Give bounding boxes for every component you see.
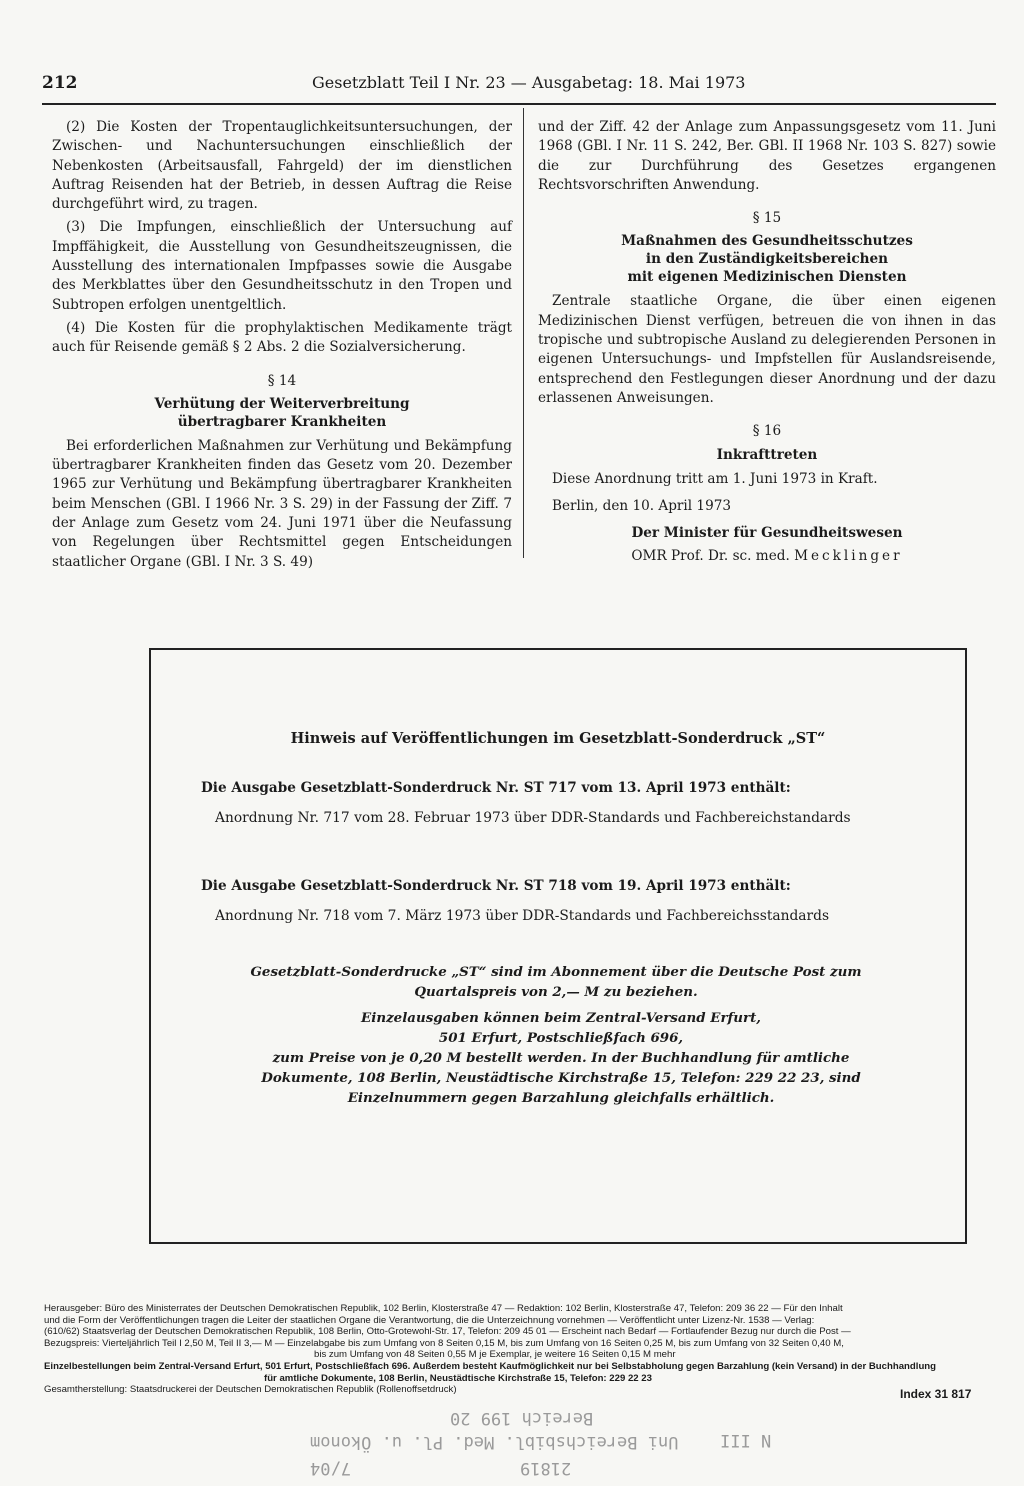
notice-single-line2: 501 Erfurt, Postschließfach 696, (438, 1030, 684, 1046)
notice-single-line1: Einzelausgaben können beim Zentral-Versand Erfurt, (361, 1010, 761, 1026)
page-header-title: Gesetzblatt Teil I Nr. 23 — Ausgabetag: 18. Mai 1973 (312, 73, 746, 92)
imprint-line3: (610/62) Staatsverlag der Deutschen Demokratischen Republik, 108 Berlin, Otto-Grotewohl-Str. 17, Telefon: 209 45 01 — Erscheint nach Bedarf — Fortlaufender Bezug nur durch die Post — (44, 1326, 851, 1338)
paragraph-2: (2) Die Kosten der Tropentauglichkeitsuntersuchungen, der Zwischen- und Nachuntersuchungen einschließlich der Nebenkosten (Arbeitsausfall, Fahrgeld) der im dienstlichen Auftrag Reisenden hat der Betrieb, in dessen Auftrag die Reise durchgeführt wird, zu tragen. (52, 119, 512, 213)
place-date: Berlin, den 10. April 1973 (552, 497, 732, 514)
stamp-line4: 21819 (520, 1458, 572, 1478)
signer-prefix: OMR Prof. Dr. sc. med. (631, 548, 790, 565)
notice-issue-718-heading: Die Ausgabe Gesetzblatt-Sonderdruck Nr. ST 718 vom 19. April 1973 enthält: (201, 878, 791, 894)
stamp-line3: N III (720, 1430, 772, 1450)
imprint-line2: und die Form der Veröffentlichungen tragen die Leiter der staatlichen Organe die Verantwortung, die die Unterzeichnung vornehmen — Veröffentlicht unter Lizenz-Nr. 1538 — Verlag: (44, 1314, 815, 1326)
minister-title: Der Minister für Gesundheitswesen (631, 525, 903, 542)
column-divider (523, 108, 524, 558)
section-15-text: Zentrale staatliche Organe, die über einen eigenen Medizinischen Dienst verfügen, betreuen die von ihnen in das tropische und subtropische Ausland zu delegierenden Personen in eigenen Untersuchungs- und Impfstellen für Auslandsreisende, entsprechend den Festlegungen dieser Anordnung und der dazu erlassenen Anweisungen. (538, 293, 996, 406)
section-15-title-line1: Maßnahmen des Gesundheitsschutzes (621, 233, 913, 250)
imprint (44, 1303, 994, 1396)
notice-issue-718-content: Anordnung Nr. 718 vom 7. März 1973 über DDR-Standards und Fachbereichsstandards (215, 908, 830, 924)
notice-title: Hinweis auf Veröffentlichungen im Gesetzblatt-Sonderdruck „ST“ (290, 730, 826, 747)
stamp-line5: 7/04 (310, 1458, 351, 1478)
notice-issue-717-heading: Die Ausgabe Gesetzblatt-Sonderdruck Nr. ST 717 vom 13. April 1973 enthält: (201, 780, 791, 796)
section-16-text: Diese Anordnung tritt am 1. Juni 1973 in Kraft. (552, 470, 878, 487)
notice-subscription: Gesetzblatt-Sonderdrucke „ST“ sind im Abonnement über die Deutsche Post zum Quartalspreis von 2,— M zu beziehen. (250, 964, 862, 1000)
section-16-title: Inkrafttreten (716, 446, 818, 463)
page-header (42, 73, 996, 105)
stamp-line1: Bereich 199 20 (450, 1408, 594, 1428)
imprint-line1: Herausgeber: Büro des Ministerrates der Deutschen Demokratischen Republik, 102 Berlin, Klosterstraße 47 — Redaktion: 102 Berlin, Klosterstraße 47, Telefon: 209 36 22 — Für den Inhalt (44, 1303, 843, 1314)
imprint-line6: Einzelbestellungen beim Zentral-Versand Erfurt, 501 Erfurt, Postschließfach 696. Außerdem besteht Kaufmöglichkeit nur bei Selbstabholung gegen Barzahlung (kein Versand) in der Buchhandlung (44, 1360, 937, 1372)
section-15-title-line2: in den Zuständigkeitsbereichen (645, 251, 889, 268)
notice-single-line3: zum Preise von je 0,20 M bestellt werden. In der Buchhandlung für amtliche (272, 1050, 850, 1066)
section-14-continuation: und der Ziff. 42 der Anlage zum Anpassungsgesetz vom 11. Juni 1968 (GBl. I Nr. 11 S. 242, Ber. GBl. II 1968 Nr. 103 S. 827) sowie die zur Durchführung des Gesetzes ergangenen Rechtsvorschriften Anwendung. (538, 119, 996, 193)
library-stamp (300, 1408, 770, 1483)
section-15-title-line3: mit eigenen Medizinischen Diensten (627, 269, 907, 286)
section-14-number: § 14 (267, 372, 297, 389)
section-14-title-line1: Verhütung der Weiterverbreitung (154, 395, 410, 412)
section-14-title (52, 395, 512, 431)
imprint-line4: Bezugspreis: Vierteljährlich Teil I 2,50 M, Teil II 3,— M — Einzelabgabe bis zum Umfang von 8 Seiten 0,15 M, bis zum Umfang von 16 Seiten 0,25 M, bis zum Umfang von 32 Seiten 0,40 M, (44, 1337, 844, 1349)
paragraph-4: (4) Die Kosten für die prophylaktischen Medikamente trägt auch für Reisende gemäß § 2 Abs. 2 die Sozialversicherung. (52, 319, 512, 356)
section-15-number: § 15 (752, 210, 782, 227)
notice-single-line5: Einzelnummern gegen Barzahlung gleichfalls erhältlich. (347, 1090, 775, 1106)
signature-block (538, 547, 996, 566)
section-16-number: § 16 (752, 423, 782, 440)
section-15-title (538, 232, 996, 286)
paragraph-3: (3) Die Impfungen, einschließlich der Untersuchung auf Impffähigkeit, die Ausstellung von Gesundheitszeugnissen, die Ausstellung des internationalen Impfpasses sowie die Ausgabe des Merkblattes über den Gesundheitsschutz in den Tropen und Subtropen erfolgen unentgeltlich. (52, 219, 512, 313)
notice-single-line4: Dokumente, 108 Berlin, Neustädtische Kirchstraße 15, Telefon: 229 22 23, sind (261, 1070, 861, 1086)
imprint-line7: für amtliche Dokumente, 108 Berlin, Neustädtische Kirchstraße 15, Telefon: 229 22 23 (264, 1372, 652, 1384)
imprint-line8: Gesamtherstellung: Staatsdruckerei der Deutschen Demokratischen Republik (Rollenoffsetdruck) (44, 1384, 457, 1396)
section-14-title-line2: übertragbarer Krankheiten (177, 413, 387, 430)
section-14-text: Bei erforderlichen Maßnahmen zur Verhütung und Bekämpfung übertragbarer Krankheiten finden das Gesetz vom 20. Dezember 1965 zur Verhütung und Bekämpfung übertragbarer Krankheiten beim Menschen (GBl. I 1966 Nr. 3 S. 29) in der Fassung der Ziff. 7 der Anlage zum Gesetz vom 24. Juni 1971 über die Neufassung von Regelungen über Rechtsmittel gegen Entscheidungen staatlicher Organe (GBl. I Nr. 3 S. 49) (52, 437, 512, 570)
right-column (538, 118, 996, 567)
index-number: Index 31 817 (900, 1387, 972, 1401)
signer-name: Mecklinger (794, 548, 903, 565)
page-number: 212 (42, 73, 78, 93)
imprint-line5: bis zum Umfang von 48 Seiten 0,55 M je Exemplar, je weitere 16 Seiten 0,15 M mehr (314, 1349, 676, 1361)
stamp-line2: Uni Bereichsbibl. Med. Pl. u. Ökonom (310, 1432, 679, 1452)
left-column (52, 118, 512, 576)
publication-notice-box (149, 648, 967, 1244)
notice-issue-717-content: Anordnung Nr. 717 vom 28. Februar 1973 über DDR-Standards und Fachbereichstandards (215, 810, 851, 826)
